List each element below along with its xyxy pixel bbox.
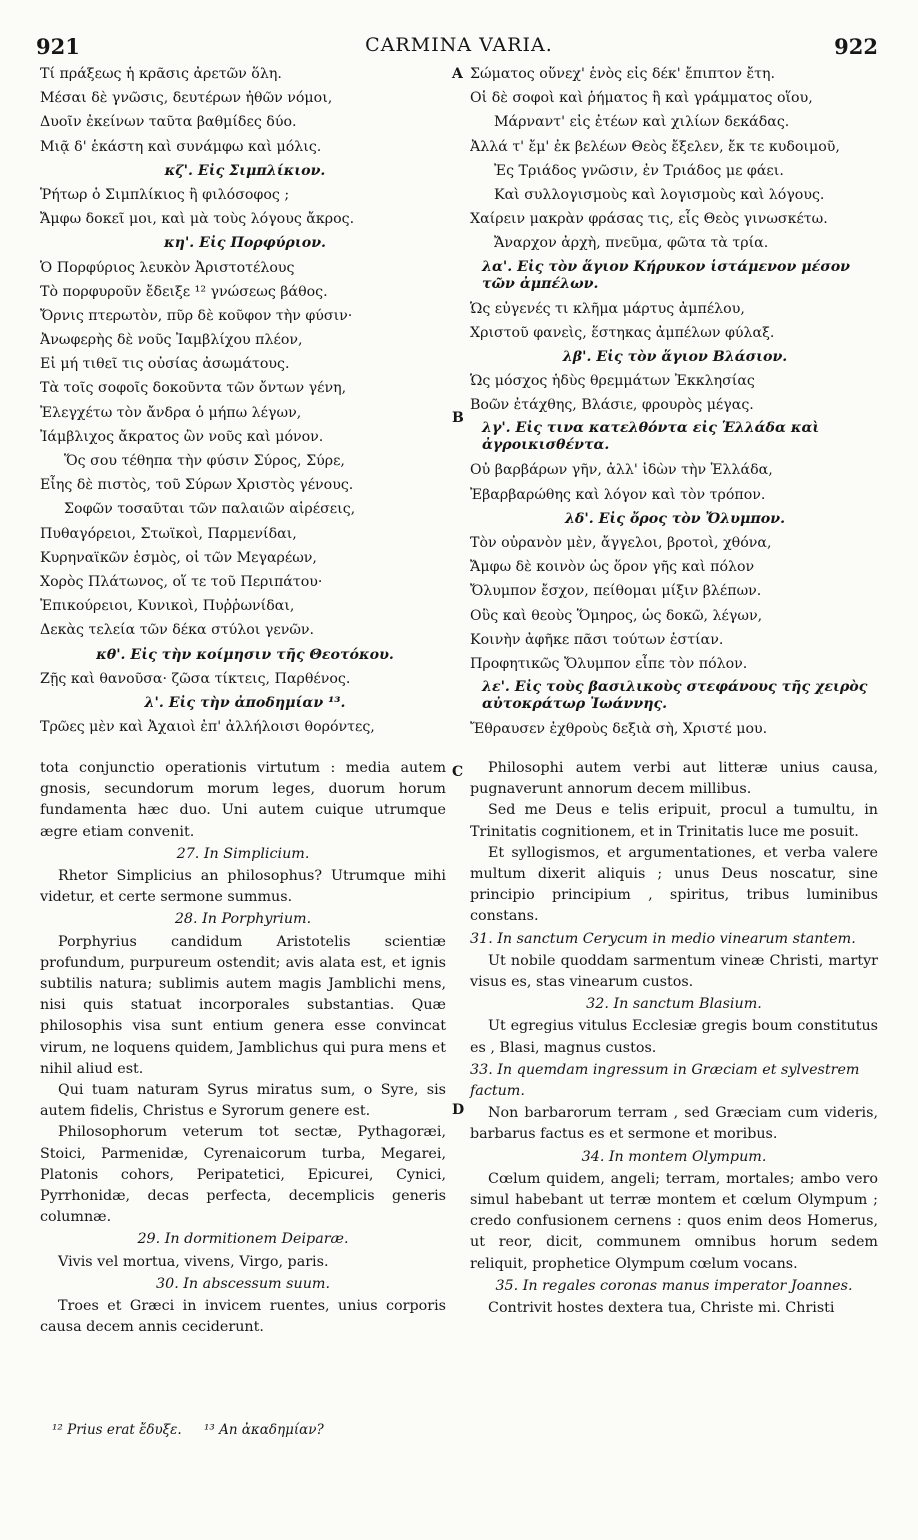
section-heading: 32. In sanctum Blasium. xyxy=(586,996,762,1013)
page-number-left: 921 xyxy=(36,34,80,59)
verse-line: Οἱ δὲ σοφοὶ καὶ ῥήματος ἢ καὶ γράμματος οἵου, xyxy=(470,90,813,107)
paragraph: Qui tuam naturam Syrus miratus sum, o Syre, sis autem fidelis, Christus e Syrorum genere est. xyxy=(40,1082,446,1120)
paragraph: Cœlum quidem, angeli; terram, mortales; ambo vero simul habebant ut terræ montem et cœlum Olympum ; credo confusionem cernens : quos enim deos Homerus, ut reor, dicit, communem omnibus horum sedem reliquit, prophetice Olympum cœlum vocans. xyxy=(470,1170,878,1272)
verse-line: Προφητικῶς Ὄλυμπον εἶπε τὸν πόλον. xyxy=(470,655,748,672)
section-heading: 35. In regales coronas manus imperator Joannes. xyxy=(495,1277,853,1294)
poem-heading: κη'. Εἰς Πορφύριον. xyxy=(164,235,326,252)
latin-column-right xyxy=(470,758,878,1319)
verse-line: Χορὸς Πλάτωνος, οἵ τε τοῦ Περιπάτου· xyxy=(40,573,323,590)
footnote-12: ¹² Prius erat ἔδυξε. xyxy=(52,1422,182,1438)
poem-heading: λβ'. Εἰς τὸν ἅγιον Βλάσιον. xyxy=(562,348,788,365)
section-heading: 29. In dormitionem Deiparæ. xyxy=(137,1231,349,1248)
paragraph: Ut nobile quoddam sarmentum vineæ Christi, martyr visus es, stas vinearum custos. xyxy=(470,952,878,991)
greek-column-left xyxy=(40,62,450,739)
verse-line: Ἄναρχον ἀρχὴ, πνεῦμα, φῶτα τὰ τρία. xyxy=(494,235,769,252)
poem-heading: κζ'. Εἰς Σιμπλίκιον. xyxy=(164,162,326,179)
verse-line: Μάρναντ' εἰς ἐτέων καὶ χιλίων δεκάδας. xyxy=(494,114,790,131)
verse-line: Ἐβαρβαρώθης καὶ λόγον καὶ τὸν τρόπον. xyxy=(470,486,766,503)
section-heading: 33. In quemdam ingressum in Græciam et sylvestrem factum. xyxy=(470,1061,860,1100)
verse-line: Ῥήτωρ ὁ Σιμπλίκιος ἢ φιλόσοφος ; xyxy=(40,186,290,203)
verse-line: Ὡς εὐγενές τι κλῆμα μάρτυς ἀμπέλου, xyxy=(470,300,745,317)
verse-line: Ὁ Πορφύριος λευκὸν Ἀριστοτέλους xyxy=(40,259,295,276)
verse-line: Εἰ μή τιθεῖ τις οὐσίας ἀσωμάτους. xyxy=(40,356,290,373)
verse-line: Χαίρειν μακρὰν φράσας τις, εἷς Θεὸς γινωσκέτω. xyxy=(470,211,828,228)
section-heading: 28. In Porphyrium. xyxy=(174,911,312,928)
verse-line: Εἶης δὲ πιστὸς, τοῦ Σύρων Χριστὸς γένους. xyxy=(40,477,354,494)
paragraph: Ut egregius vitulus Ecclesiæ gregis boum constitutus es , Blasi, magnus custos. xyxy=(470,1018,878,1056)
verse-line: Καὶ συλλογισμοὺς καὶ λογισμοὺς καὶ λόγους. xyxy=(494,186,825,203)
verse-line: Ἀνωφερὴς δὲ νοῦς Ἰαμβλίχου πλέον, xyxy=(40,332,303,349)
verse-line: Ζῇς καὶ θανοῦσα· ζῶσα τίκτεις, Παρθένος. xyxy=(40,670,351,687)
margin-letter-c: C xyxy=(452,764,464,780)
paragraph: Non barbarorum terram , sed Græciam cum videris, barbarus factus es et sermone et moribus. xyxy=(470,1105,878,1143)
verse-line: Βοῶν ἐτάχθης, Βλάσιε, φρουρὸς μέγας. xyxy=(470,397,754,414)
paragraph: Et syllogismos, et argumentationes, et verba valere multum dixerit aliquis ; unus Deus noscatur, sine principio principium , spiritus, tribus luminibus constans. xyxy=(470,844,878,925)
verse-line: Σοφῶν τοσαῦται τῶν παλαιῶν αἱρέσεις, xyxy=(64,501,356,518)
greek-column-right xyxy=(470,62,880,741)
verse-line: Δεκὰς τελεία τῶν δέκα στύλοι γενῶν. xyxy=(40,622,315,639)
verse-line: Τί πράξεως ἡ κρᾶσις ἀρετῶν ὅλη. xyxy=(40,66,282,82)
section-heading: 30. In abscessum suum. xyxy=(156,1275,330,1292)
verse-line: Ἀλλά τ' ἔμ' ἐκ βελέων Θεὸς ἔξελεν, ἔκ τε κυδοιμοῦ, xyxy=(470,138,840,155)
running-title: CARMINA VARIA. xyxy=(365,34,553,56)
page-number-right: 922 xyxy=(834,34,878,59)
footnotes xyxy=(52,1422,342,1438)
paragraph: Philosophi autem verbi aut litteræ unius causa, pugnaverunt annorum decem millibus. xyxy=(470,760,878,798)
paragraph: Troes et Græci in invicem ruentes, unius corporis causa decem annis ceciderunt. xyxy=(40,1298,446,1336)
paragraph: Contrivit hostes dextera tua, Christe mi. Christi xyxy=(488,1300,835,1317)
paragraph: Rhetor Simplicius an philosophus? Utrumque mihi videtur, et certe sermone summus. xyxy=(40,868,446,906)
verse-line: Σώματος οὕνεχ' ἑνὸς εἰς δέκ' ἔπιπτον ἔτη. xyxy=(470,66,775,82)
footnote-13: ¹³ An ἀκαδημίαν? xyxy=(203,1422,324,1438)
margin-letter-a: A xyxy=(452,66,463,82)
section-heading: 27. In Simplicium. xyxy=(176,845,310,862)
poem-heading: λ'. Εἰς τὴν ἀποδημίαν ¹³. xyxy=(144,694,346,711)
paragraph: Sed me Deus e telis eripuit, procul a tumultu, in Trinitatis cognitionem, et in Trinitatis luce me posuit. xyxy=(470,802,878,840)
latin-column-left xyxy=(40,758,446,1338)
verse-line: Ἄμφω δὲ κοινὸν ὡς ὅρον γῆς καὶ πόλον xyxy=(470,559,755,576)
verse-line: Τὸν οὐρανὸν μὲν, ἄγγελοι, βροτοὶ, χθόνα, xyxy=(470,535,772,552)
verse-line: Ὡς μόσχος ἡδὺς θρεμμάτων Ἐκκλησίας xyxy=(470,373,755,390)
paragraph: tota conjunctio operationis virtutum : media autem gnosis, secundorum morum leges, duorum horum fundamenta hæc duo. Uni autem cuique utrumque ægre etiam convenit. xyxy=(40,760,446,840)
verse-line: Ἄμφω δοκεῖ μοι, καὶ μὰ τοὺς λόγους ἄκρος. xyxy=(40,211,355,228)
verse-line: Μιᾷ δ' ἑκάστη καὶ συνάμφω καὶ μόλις. xyxy=(40,138,322,155)
verse-line: Ἐλεγχέτω τὸν ἄνδρα ὁ μήπω λέγων, xyxy=(40,404,302,421)
verse-line: Οὓς καὶ θεοὺς Ὅμηρος, ὡς δοκῶ, λέγων, xyxy=(470,607,763,624)
verse-line: Μέσαι δὲ γνῶσις, δευτέρων ἠθῶν νόμοι, xyxy=(40,90,333,107)
verse-line: Κυρηναϊκῶν ἑσμὸς, οἱ τῶν Μεγαρέων, xyxy=(40,549,317,566)
margin-letter-b: B xyxy=(452,410,464,426)
verse-line: Ἐς Τριάδος γνῶσιν, ἐν Τριάδος με φάει. xyxy=(494,162,784,179)
poem-heading: λγ'. Εἰς τινα κατελθόντα εἰς Ἑλλάδα καὶ ἀγροικισθέντα. xyxy=(482,420,820,454)
verse-line: Κοινὴν ἀφῆκε πᾶσι τούτων ἑστίαν. xyxy=(470,631,724,648)
poem-heading: λε'. Εἰς τοὺς βασιλικοὺς στεφάνους τῆς χειρὸς αὐτοκράτωρ Ἰωάννης. xyxy=(482,679,868,713)
verse-line: Ἰάμβλιχος ἄκρατος ὢν νοῦς καὶ μόνον. xyxy=(40,428,324,445)
verse-line: Δυοῖν ἐκείνων ταῦτα βαθμίδες δύο. xyxy=(40,114,297,131)
verse-line: Ὄλυμπον ἔσχον, πείθομαι μίξιν βλέπων. xyxy=(470,583,762,600)
verse-line: Οὐ βαρβάρων γῆν, ἀλλ' ἰδὼν τὴν Ἑλλάδα, xyxy=(470,462,773,479)
section-heading: 31. In sanctum Cerycum in medio vinearum stantem. xyxy=(470,930,856,947)
verse-line: Χριστοῦ φανεὶς, ἕστηκας ἀμπέλων φύλαξ. xyxy=(470,324,775,341)
verse-line: Πυθαγόρειοι, Στωϊκοὶ, Παρμενίδαι, xyxy=(40,525,297,542)
poem-heading: κθ'. Εἰς τὴν κοίμησιν τῆς Θεοτόκου. xyxy=(96,646,394,663)
poem-heading: λα'. Εἰς τὸν ἅγιον Κήρυκον ἱστάμενον μέσον τῶν ἀμπέλων. xyxy=(482,258,851,292)
verse-line: Τὰ τοῖς σοφοῖς δοκοῦντα τῶν ὄντων γένη, xyxy=(40,380,347,397)
paragraph: Vivis vel mortua, vivens, Virgo, paris. xyxy=(58,1253,329,1270)
verse-line: Ὅς σου τέθηπα τὴν φύσιν Σύρος, Σύρε, xyxy=(64,453,345,470)
paragraph: Porphyrius candidum Aristotelis scientiæ profundum, purpureum ostendit; avis alata est, et ignis subtilis natura; sublimis autem magis Jamblichi mens, nisi quis statuat incorporales substantias. Quæ philosophis visa sunt entium genera esse convincat virum, ne loquens quidem, Jamblichus qui pura mens et nihil aliud est. xyxy=(40,933,446,1077)
verse-line: Ὄρνις πτερωτὸν, πῦρ δὲ κοῦφον τὴν φύσιν· xyxy=(40,307,353,324)
margin-letter-d: D xyxy=(452,1102,465,1118)
paragraph: Philosophorum veterum tot sectæ, Pythagoræi, Stoici, Parmenidæ, Cyrenaicorum turba, Megarei, Platonis cohors, Peripatetici, Epicurei, Cynici, Pyrrhonidæ, decas perfecta, decemplicis generis columnæ. xyxy=(40,1124,446,1226)
verse-line: Ἐπικούρειοι, Κυνικοὶ, Πυῤῥωνίδαι, xyxy=(40,598,295,615)
verse-line: Τὸ πορφυροῦν ἔδειξε ¹² γνώσεως βάθος. xyxy=(40,283,328,300)
verse-line: Ἔθραυσεν ἐχθροὺς δεξιὰ σὴ, Χριστέ μου. xyxy=(470,721,768,738)
section-heading: 34. In montem Olympum. xyxy=(581,1148,767,1165)
poem-heading: λδ'. Εἰς ὄρος τὸν Ὄλυμπον. xyxy=(564,510,786,527)
verse-line: Τρῶες μὲν καὶ Ἀχαιοὶ ἐπ' ἀλλήλοισι θορόντες, xyxy=(40,719,375,736)
